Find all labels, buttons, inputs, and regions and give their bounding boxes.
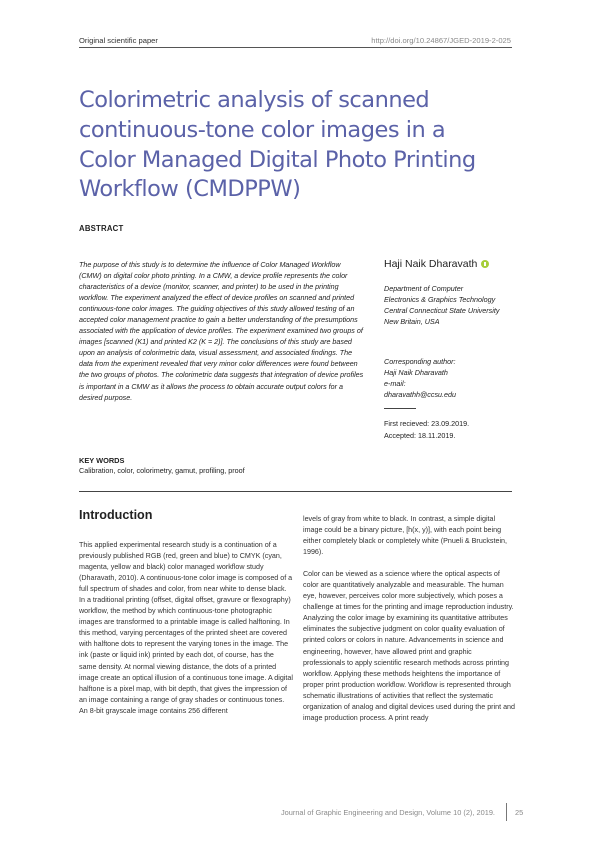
section-divider: [79, 491, 512, 492]
keywords-heading: KEY WORDS: [79, 456, 125, 465]
body-paragraph: This applied experimental research study is a continuation of a previously published RGB (red, green and blue) to CMYK (cyan, magenta, yellow and black) color managed workflow study (Dharavath, 2010). A continuous-tone color image is composed of a full spectrum of shades and color, from near white to dense black. In a traditional printing (offset, digital offset, gravure or flexography) workflow, the method by which continuous-tone photographic images are transformed to a printable image is called halftoning. In this method, varying percentages of the printed sheet are covered with halftone dots to represent the varying tones in the image. The ink (paste or liquid ink) printed by each dot, of course, has the same density. At normal viewing distance, the dots of a printed image create an optical illusion of a continuous tone image. A digital halftone is a pixel map, with bit depth, that gives the impression of an image containing a range of gray shades or continuous tones. An 8-bit grayscale image contains 256 different: [79, 541, 293, 715]
received-date: First recieved: 23.09.2019.: [384, 419, 470, 428]
introduction-right-column: [303, 514, 515, 724]
body-paragraph: levels of gray from white to black. In contrast, a simple digital image could be a binary picture, [h(x, y)], with each point being either completely black or completely white (Pnueli & Bruckstein, 1996).: [303, 515, 507, 557]
journal-citation: Journal of Graphic Engineering and Design, Volume 10 (2), 2019.: [280, 808, 495, 817]
abstract-body: [79, 260, 364, 404]
orcid-icon[interactable]: [481, 260, 489, 268]
dates-divider: [384, 408, 416, 409]
page-number: 25: [515, 808, 524, 817]
affiliation-line: Central Connecticut State University: [384, 306, 500, 316]
corresponding-author: [384, 356, 524, 400]
email-label: e-mail:: [384, 379, 406, 389]
abstract-text: The purpose of this study is to determine the influence of Color Managed Workflow (CMW) on digital color photo printing. In a CMW, a device profile represents the color characteristics of a device (monitor, scanner, and printer) to be used in the printing workflow. The experiment analyzed the effect of device profiles on scanned and printed continuous-tone color images. The guiding objectives of this study allowed testing of an accepted color management practice to gain a better understanding of the presumptions associated with the application of device profiles. The experiment examined two groups of images [scanned (K1) and printed K2 (K = 2)]. The conclusions of this study are based upon an analysis of colorimetric data, visual assessment, and associated findings. The data from the experiment revealed that very minor color differences were found between the two groups of photos. The colorimetric data suggests that integration of device profiles is important in a CMW as it allows the process to obtain accurate output colors for a desired purpose.: [79, 261, 364, 402]
introduction-heading: Introduction: [79, 508, 153, 522]
author-name: Haji Naik Dharavath: [384, 258, 478, 270]
affiliation-line: Department of Computer: [384, 284, 464, 293]
introduction-left-column: [79, 540, 293, 717]
footer-divider: [506, 803, 507, 821]
affiliation-line: New Britain, USA: [384, 317, 440, 327]
header-divider: [79, 47, 512, 48]
author-block: [384, 258, 489, 270]
doi-link[interactable]: http://doi.org/10.24867/JGED-2019-2-025: [371, 36, 511, 45]
author-affiliation: [384, 283, 524, 327]
abstract-heading: ABSTRACT: [79, 224, 124, 233]
body-paragraph: Color can be viewed as a science where the optical aspects of color are quantitatively analyzable and measurable. The human eye, however, perceives color more subjectively, which poses a challenge at times for the printing and image reproduction industry. Analyzing the color image by examining its quantitative attributes eliminates the subjective judgment on color quality evaluation of printed colors or colors in nature. Advancements in science and engineering, however, have allowed print and graphic professionals to apply scientific research methods across printing workflow. Applying these methods heightens the importance of proper print production workflow. Workflow is represented through schematic illustrations of activities that reflect the systematic organization of analog and digital devices used during the print and image production process. A print ready: [303, 570, 515, 722]
submission-dates: [384, 418, 524, 441]
keywords-list: Calibration, color, colorimetry, gamut, profiling, proof: [79, 466, 245, 475]
paper-title: Colorimetric analysis of scanned continuous-tone color images in a Color Managed Digital Photo Printing Workflow (CMDPPW): [79, 87, 476, 203]
accepted-date: Accepted: 18.11.2019.: [384, 430, 456, 440]
article-category: Original scientific paper: [79, 36, 158, 45]
corresponding-name: Haji Naik Dharavath: [384, 368, 448, 378]
affiliation-line: Electronics & Graphics Technology: [384, 295, 496, 305]
corresponding-label: Corresponding author:: [384, 357, 456, 366]
author-email[interactable]: dharavathh@ccsu.edu: [384, 390, 457, 400]
